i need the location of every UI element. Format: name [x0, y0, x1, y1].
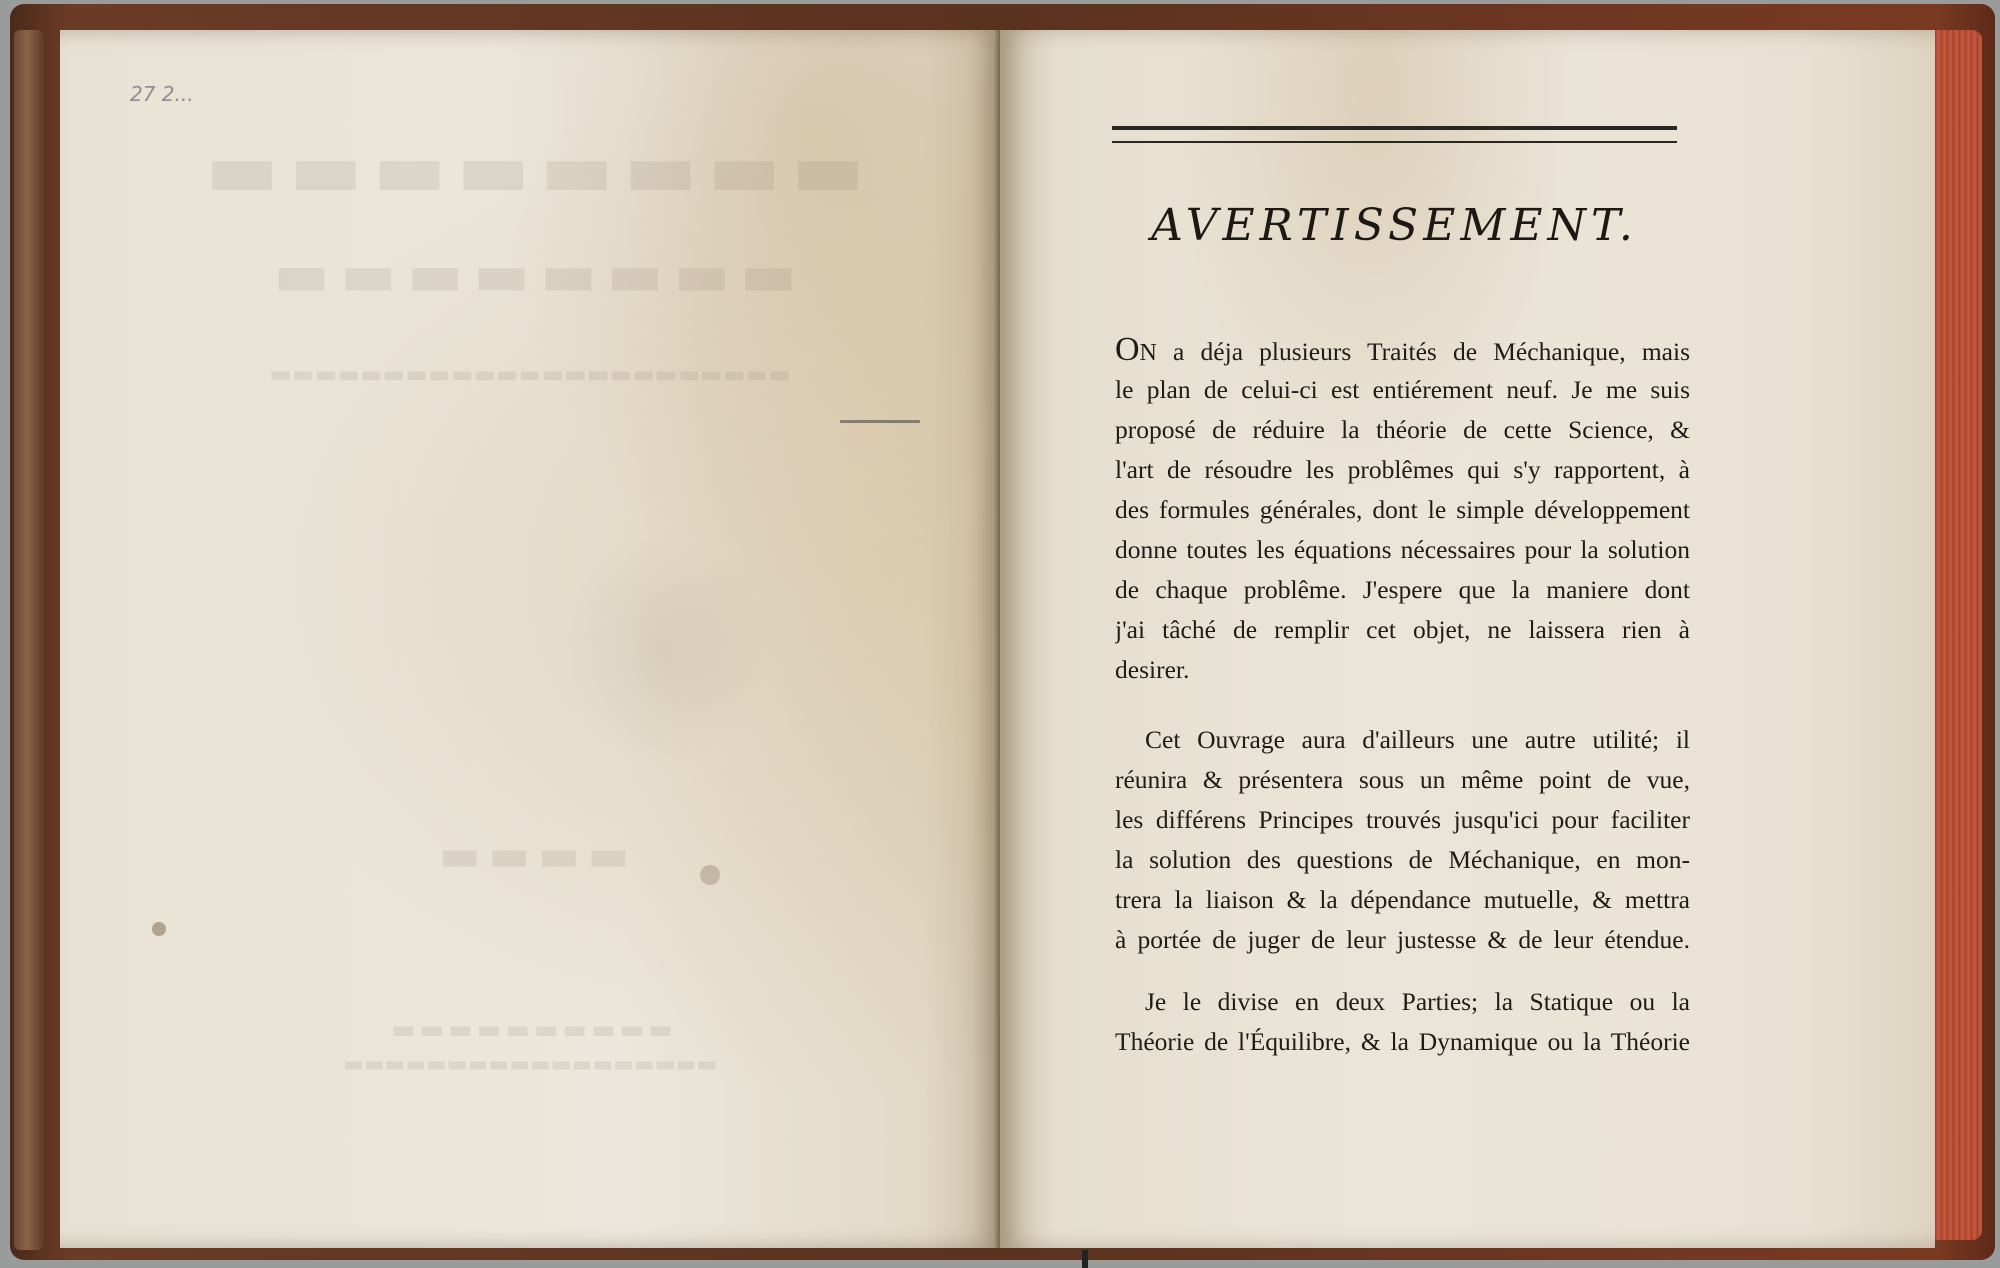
text-line: l'art de résoudre les problêmes qui s'y rapportent, à: [1115, 455, 1690, 484]
page-heading: AVERTISSEMENT.: [1151, 200, 1638, 251]
text-line: de chaque problême. J'espere que la maniere dont: [1115, 575, 1690, 604]
text-line: des formules générales, dont le simple développement: [1115, 495, 1690, 524]
double-rule-ornament: [1112, 126, 1677, 143]
text-line: Je le divise en deux Parties; la Statique ou la: [1145, 987, 1690, 1016]
red-page-edges: [1930, 30, 1982, 1240]
text-line: la solution des questions de Méchanique, en mon-: [1115, 845, 1690, 874]
text-line: Cet Ouvrage aura d'ailleurs une autre utilité; il: [1145, 725, 1690, 754]
text-line: proposé de réduire la théorie de cette Science, &: [1115, 415, 1690, 444]
text-line: trera la liaison & la dépendance mutuelle, & mettra: [1115, 885, 1690, 914]
paragraph-2: [1115, 720, 1690, 960]
pencil-annotation: 27 2...: [130, 82, 194, 106]
text-line: Théorie de l'Équilibre, & la Dynamique ou la Théorie: [1115, 1027, 1690, 1056]
drop-cap: On: [1115, 331, 1157, 368]
paragraph-1: [1115, 330, 1690, 690]
text-line: On a déja plusieurs Traités de Méchanique, mais: [1115, 331, 1690, 368]
bleed-through-title-page: ▬▬▬▬▬▬▬▬ ▬▬▬▬▬▬▬▬ ▬▬▬▬▬▬▬▬▬▬▬▬▬▬▬▬▬▬▬▬▬▬▬ ▬▬▬▬ ▬▬▬▬▬▬▬▬▬▬ ▬▬▬▬▬▬▬▬▬▬▬▬▬▬▬▬▬▬: [195, 125, 865, 1077]
foxing-spot: [152, 922, 166, 936]
paragraph-3: [1115, 982, 1690, 1062]
text-line: donne toutes les équations nécessaires pour la solution: [1115, 535, 1690, 564]
bleed-through-vignette: [560, 530, 770, 770]
right-page: [1000, 30, 1935, 1248]
text-line: le plan de celui-ci est entiérement neuf. Je me suis: [1115, 375, 1690, 404]
text-line: j'ai tâché de remplir cet objet, ne laissera rien à: [1115, 615, 1690, 644]
spine-edge: [14, 30, 44, 1250]
text-line: les différens Principes trouvés jusqu'ici pour faciliter: [1115, 805, 1690, 834]
text-line: à portée de juger de leur justesse & de leur étendue.: [1115, 925, 1690, 954]
ribbon-bookmark[interactable]: [1082, 1250, 1088, 1268]
text-line: réunira & présentera sous un même point de vue,: [1115, 765, 1690, 794]
foxing-spot: [700, 865, 720, 885]
pencil-mark: [840, 420, 920, 423]
left-page: [60, 30, 1000, 1248]
text-line: desirer.: [1115, 655, 1190, 684]
